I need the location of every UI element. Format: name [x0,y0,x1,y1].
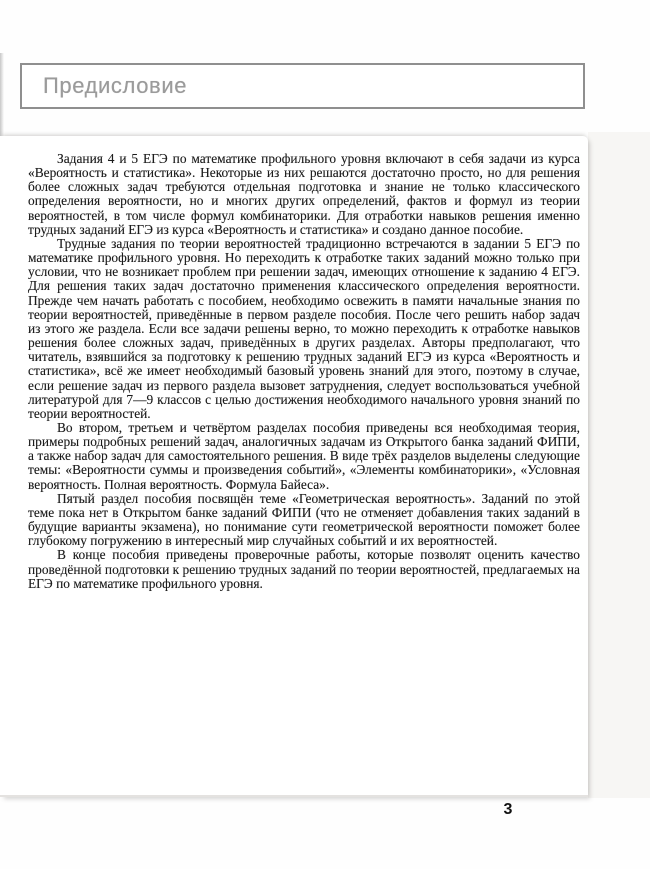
paragraph: Во втором, третьем и четвёртом разделах пособия приведены вся необходимая теория, примеры подробных решений задач, аналогичных задачам из Открытого банка заданий ФИПИ, а также набор задач для самостоятельного решения. В виде трёх разделов выделены следующие темы: «Вероятности суммы и произведения событий», «Элементы комбинаторики», «Условная вероятность. Полная вероятность. Формула Байеса». [28,419,580,492]
scan-edge-artifact [0,53,4,137]
chapter-header-box [20,63,585,109]
paragraph: Трудные задания по теории вероятностей традиционно встречаются в задании 5 ЕГЭ по математике профильного уровня. Но переходить к отработке таких заданий можно только при условии, что не возникает проблем при решении задач, имеющих отношение к заданию 4 ЕГЭ. Для решения таких задач достаточно применения классического определения вероятности. Прежде чем начать работать с пособием, необходимо освежить в памяти начальные знания по теории вероятностей, приведённые в первом разделе пособия. После чего решить набор задач из этого же раздела. Если все задачи решены верно, то можно переходить к отработке навыков решения более сложных задач, приведённых в других разделах. Авторы предполагают, что читатель, взявшийся за подготовку к решению трудных заданий ЕГЭ из курса «Вероятность и статистика», всё же имеет необходимый базовый уровень знаний для этого, поэтому в случае, если решение задач из первого раздела вызовет затруднения, следует воспользоваться учебной литературой для 7—9 классов с целью достижения необходимого начального уровня знаний по теории вероятностей. [28,235,580,421]
page-number: 3 [503,801,513,818]
paragraph: Задания 4 и 5 ЕГЭ по математике профильного уровня включают в себя задачи из курса «Вероятность и статистика». Некоторые из них решаются достаточно просто, но для решения более сложных задач требуются отдельная подготовка и знание не только классического определения вероятности, но и многих других определений, фактов и формул из теории вероятностей, в том числе формул комбинаторики. Для отработки навыков решения именно трудных заданий ЕГЭ из курса «Вероятность и статистика» и создано данное пособие. [28,151,580,237]
preface-text [28,152,580,591]
page-gutter [588,132,650,798]
paragraph: В конце пособия приведены проверочные работы, которые позволят оценить качество проведённой подготовки к решению трудных заданий по теории вероятностей, предлагаемых на ЕГЭ по математике профильного уровня. [28,547,580,591]
chapter-title: Предисловие [43,73,188,98]
book-page [0,136,588,797]
paragraph: Пятый раздел пособия посвящён теме «Геометрическая вероятность». Заданий по этой теме пока нет в Открытом банке заданий ФИПИ (что не отменяет добавления таких заданий в будущие варианты экзамена), но понимание сути геометрической вероятности поможет более глубокому погружению в интересный мир случайных событий и их вероятностей. [28,490,580,549]
